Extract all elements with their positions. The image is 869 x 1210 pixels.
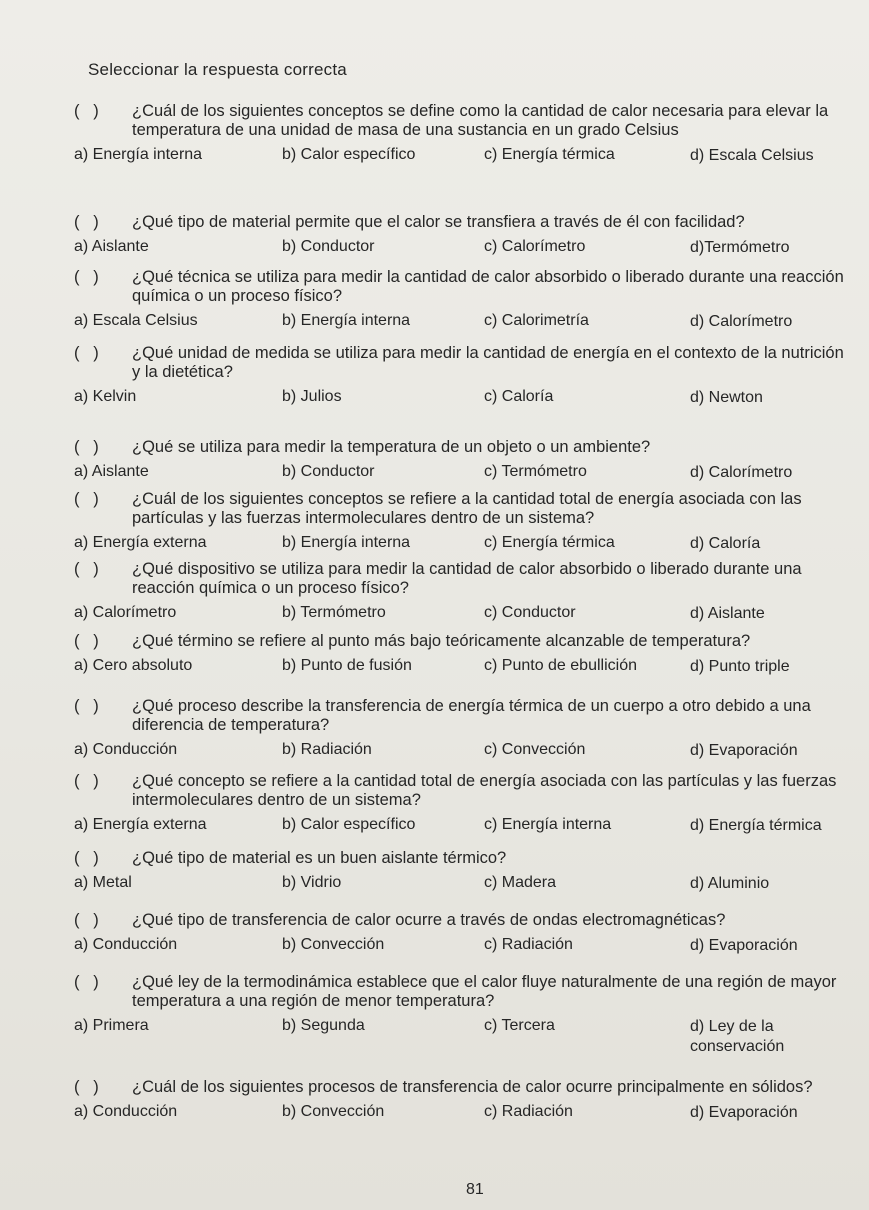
option-b[interactable]: b) Vidrio bbox=[282, 874, 342, 891]
option-b[interactable]: b) Calor específico bbox=[282, 816, 416, 833]
option-b[interactable]: b) Energía interna bbox=[282, 534, 411, 551]
option-b[interactable]: b) Julios bbox=[282, 388, 342, 405]
question-text: ¿Qué tipo de material es un buen aislante térmico? bbox=[132, 849, 507, 867]
option-d[interactable]: d) Aluminio bbox=[690, 875, 770, 892]
option-a[interactable]: a) Conducción bbox=[74, 1103, 178, 1120]
options-row bbox=[74, 1017, 847, 1055]
option-d[interactable]: d) Energía térmica bbox=[690, 817, 822, 834]
answer-blank[interactable]: ( ) bbox=[74, 213, 99, 231]
options-row bbox=[74, 936, 847, 960]
option-d[interactable]: d) Evaporación bbox=[690, 742, 798, 759]
option-b[interactable]: b) Punto de fusión bbox=[282, 657, 412, 674]
option-d[interactable]: d) Evaporación bbox=[690, 937, 798, 954]
question-text: ¿Qué ley de la termodinámica establece que el calor fluye naturalmente de una región de mayor temperatura a una región de menor temperatura? bbox=[132, 973, 837, 1010]
option-d[interactable]: d) Punto triple bbox=[690, 658, 790, 675]
options-row bbox=[74, 604, 847, 628]
option-a[interactable]: a) Aislante bbox=[74, 463, 149, 480]
answer-blank[interactable]: ( ) bbox=[74, 849, 99, 867]
options-row bbox=[74, 1103, 847, 1127]
options-row bbox=[74, 146, 847, 170]
answer-blank[interactable]: ( ) bbox=[74, 632, 99, 650]
option-a[interactable]: a) Energía externa bbox=[74, 534, 207, 551]
question-item bbox=[74, 560, 847, 628]
question-text: ¿Qué tipo de material permite que el calor se transfiera a través de él con facilidad? bbox=[132, 213, 745, 231]
question-item bbox=[74, 772, 847, 840]
question-text: ¿Qué dispositivo se utiliza para medir la cantidad de calor absorbido o liberado durante una reacción química o un proceso físico? bbox=[132, 560, 802, 597]
option-d[interactable]: d) Caloría bbox=[690, 535, 761, 552]
option-d[interactable]: d) Escala Celsius bbox=[690, 147, 814, 164]
option-a[interactable]: a) Kelvin bbox=[74, 388, 137, 405]
option-d[interactable]: d) Newton bbox=[690, 389, 763, 406]
answer-blank[interactable]: ( ) bbox=[74, 697, 99, 715]
worksheet-title: Seleccionar la respuesta correcta bbox=[88, 60, 347, 79]
answer-blank[interactable]: ( ) bbox=[74, 560, 99, 578]
option-a[interactable]: a) Primera bbox=[74, 1017, 149, 1034]
option-c[interactable]: c) Calorímetro bbox=[484, 238, 586, 255]
option-b[interactable]: b) Segunda bbox=[282, 1017, 365, 1034]
answer-blank[interactable]: ( ) bbox=[74, 490, 99, 508]
page-number: 81 bbox=[466, 1181, 484, 1198]
option-a[interactable]: a) Metal bbox=[74, 874, 132, 891]
options-row bbox=[74, 463, 847, 487]
question-item bbox=[74, 632, 847, 681]
options-row bbox=[74, 741, 847, 765]
question-item bbox=[74, 102, 847, 170]
option-c[interactable]: c) Calorimetría bbox=[484, 312, 589, 329]
question-text: ¿Qué proceso describe la transferencia de energía térmica de un cuerpo a otro debido a una diferencia de temperatura? bbox=[132, 697, 811, 734]
option-a[interactable]: a) Aislante bbox=[74, 238, 149, 255]
option-c[interactable]: c) Punto de ebullición bbox=[484, 657, 637, 674]
option-d[interactable]: d) Ley de la conservación bbox=[690, 1018, 785, 1055]
option-d[interactable]: d) Evaporación bbox=[690, 1104, 798, 1121]
option-b[interactable]: b) Convección bbox=[282, 1103, 385, 1120]
option-a[interactable]: a) Calorímetro bbox=[74, 604, 177, 621]
question-item bbox=[74, 1078, 847, 1127]
options-row bbox=[74, 874, 847, 898]
question-item bbox=[74, 438, 847, 487]
option-b[interactable]: b) Calor específico bbox=[282, 146, 416, 163]
question-text: ¿Qué término se refiere al punto más bajo teóricamente alcanzable de temperatura? bbox=[132, 632, 751, 650]
answer-blank[interactable]: ( ) bbox=[74, 911, 99, 929]
option-c[interactable]: c) Madera bbox=[484, 874, 557, 891]
answer-blank[interactable]: ( ) bbox=[74, 1078, 99, 1096]
option-b[interactable]: b) Termómetro bbox=[282, 604, 386, 621]
question-text: ¿Cuál de los siguientes conceptos se refiere a la cantidad total de energía asociada con las partículas y las fuerzas intermoleculares dentro de un sistema? bbox=[132, 490, 802, 527]
options-row bbox=[74, 238, 847, 262]
question-text: ¿Qué unidad de medida se utiliza para medir la cantidad de energía en el contexto de la nutrición y la dietética? bbox=[132, 344, 844, 381]
answer-blank[interactable]: ( ) bbox=[74, 268, 99, 286]
question-item bbox=[74, 697, 847, 765]
answer-blank[interactable]: ( ) bbox=[74, 344, 99, 362]
question-item bbox=[74, 213, 847, 262]
option-b[interactable]: b) Radiación bbox=[282, 741, 372, 758]
option-c[interactable]: c) Energía térmica bbox=[484, 534, 615, 551]
option-d[interactable]: d) Aislante bbox=[690, 605, 765, 622]
option-b[interactable]: b) Convección bbox=[282, 936, 385, 953]
question-item bbox=[74, 973, 847, 1055]
question-text: ¿Qué tipo de transferencia de calor ocurre a través de ondas electromagnéticas? bbox=[132, 911, 726, 929]
question-text: ¿Cuál de los siguientes procesos de transferencia de calor ocurre principalmente en sólidos? bbox=[132, 1078, 813, 1096]
option-b[interactable]: b) Conductor bbox=[282, 238, 375, 255]
option-d[interactable]: d) Calorímetro bbox=[690, 313, 793, 330]
option-a[interactable]: a) Energía interna bbox=[74, 146, 203, 163]
answer-blank[interactable]: ( ) bbox=[74, 102, 99, 120]
option-a[interactable]: a) Conducción bbox=[74, 741, 178, 758]
option-b[interactable]: b) Conductor bbox=[282, 463, 375, 480]
question-text: ¿Qué técnica se utiliza para medir la cantidad de calor absorbido o liberado durante una reacción química o un proceso físico? bbox=[132, 268, 844, 305]
option-c[interactable]: c) Caloría bbox=[484, 388, 554, 405]
option-c[interactable]: c) Radiación bbox=[484, 1103, 573, 1120]
options-row bbox=[74, 816, 847, 840]
options-row bbox=[74, 657, 847, 681]
question-item bbox=[74, 344, 847, 412]
question-item bbox=[74, 911, 847, 960]
options-row bbox=[74, 534, 847, 558]
question-item bbox=[74, 490, 847, 558]
option-d[interactable]: d)Termómetro bbox=[690, 239, 790, 256]
question-item bbox=[74, 268, 847, 336]
option-c[interactable]: c) Energía interna bbox=[484, 816, 612, 833]
option-c[interactable]: c) Radiación bbox=[484, 936, 573, 953]
option-a[interactable]: a) Energía externa bbox=[74, 816, 207, 833]
question-item bbox=[74, 849, 847, 898]
question-text: ¿Qué concepto se refiere a la cantidad total de energía asociada con las partículas y las fuerzas intermoleculares dentro de un sistema? bbox=[132, 772, 837, 809]
option-c[interactable]: c) Termómetro bbox=[484, 463, 587, 480]
option-a[interactable]: a) Escala Celsius bbox=[74, 312, 198, 329]
options-row bbox=[74, 312, 847, 336]
answer-blank[interactable]: ( ) bbox=[74, 772, 99, 790]
option-d[interactable]: d) Calorímetro bbox=[690, 464, 793, 481]
option-a[interactable]: a) Cero absoluto bbox=[74, 657, 193, 674]
answer-blank[interactable]: ( ) bbox=[74, 438, 99, 456]
question-text: ¿Cuál de los siguientes conceptos se define como la cantidad de calor necesaria para elevar la temperatura de una unidad de masa de una sustancia en un grado Celsius bbox=[132, 102, 829, 139]
option-c[interactable]: c) Conductor bbox=[484, 604, 576, 621]
options-row bbox=[74, 388, 847, 412]
option-b[interactable]: b) Energía interna bbox=[282, 312, 411, 329]
option-c[interactable]: c) Energía térmica bbox=[484, 146, 615, 163]
option-c[interactable]: c) Convección bbox=[484, 741, 586, 758]
answer-blank[interactable]: ( ) bbox=[74, 973, 99, 991]
option-c[interactable]: c) Tercera bbox=[484, 1017, 555, 1034]
option-a[interactable]: a) Conducción bbox=[74, 936, 178, 953]
question-text: ¿Qué se utiliza para medir la temperatura de un objeto o un ambiente? bbox=[132, 438, 651, 456]
